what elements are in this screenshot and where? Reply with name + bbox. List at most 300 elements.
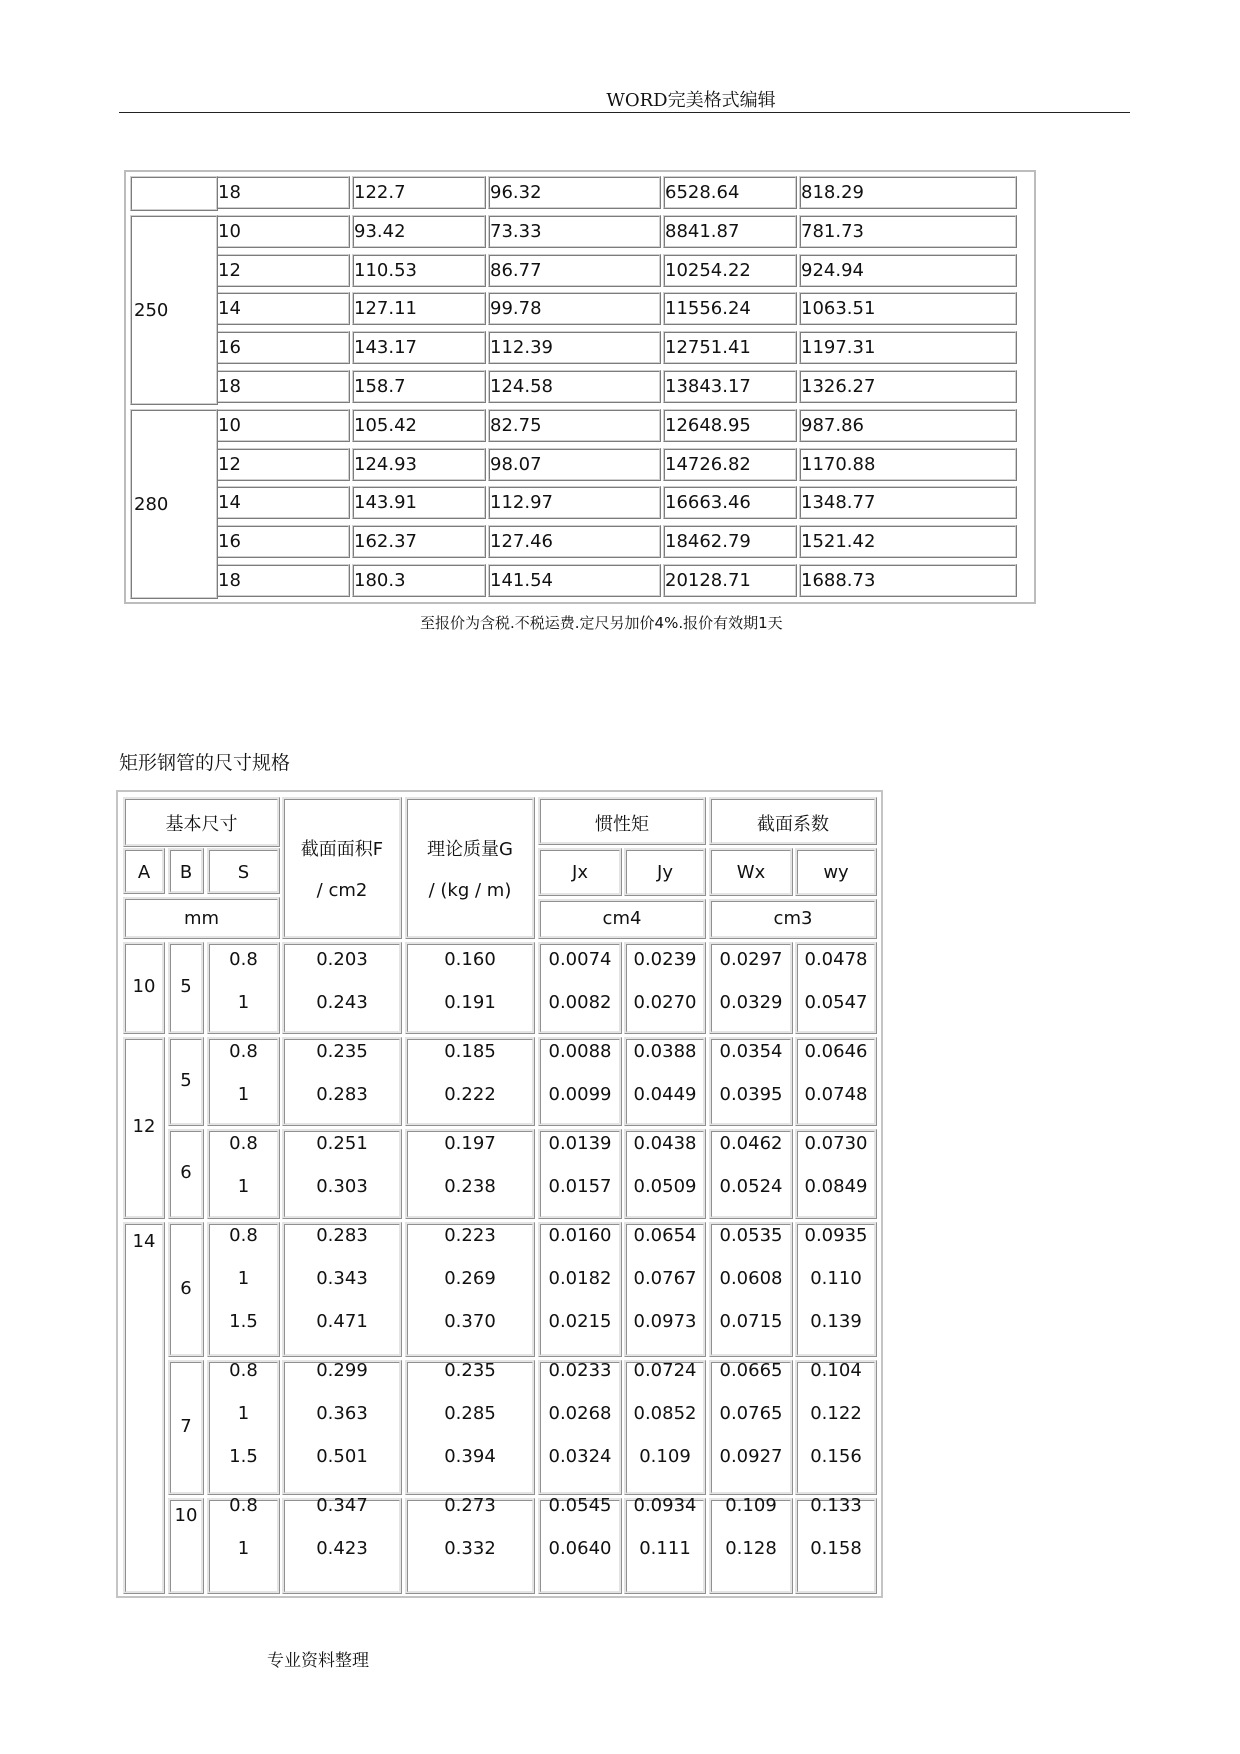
table-cell (216, 292, 350, 325)
price-table (124, 170, 1036, 604)
table-cell (352, 564, 486, 597)
value-s: 0.8 (229, 1225, 258, 1246)
table-cell-text: 12648.95 (665, 414, 751, 436)
value-wx: 0.0524 (719, 1176, 783, 1197)
value-g: 0.191 (444, 992, 496, 1013)
table-cell-text: 86.77 (490, 259, 542, 281)
table-cell-text: 82.75 (490, 414, 542, 436)
header-col-jx (538, 848, 622, 896)
table-cell (488, 409, 661, 442)
value-s: 0.8 (229, 1041, 258, 1062)
table-cell (663, 331, 797, 364)
table-cell-text: 16663.46 (665, 492, 751, 514)
group-cell (130, 215, 218, 405)
value-wy: 0.0478 (804, 949, 868, 970)
table-cell (216, 370, 350, 403)
header-col-s-label: S (237, 862, 250, 883)
b-value: 6 (180, 1278, 192, 1299)
group-cell (130, 176, 218, 211)
value-s: 0.8 (229, 1360, 258, 1381)
table-cell (663, 448, 797, 481)
group-label: 250 (134, 299, 169, 321)
value-cell (538, 1037, 622, 1126)
value-cell (624, 1222, 706, 1357)
value-wx: 0.0765 (719, 1403, 783, 1424)
table-cell (663, 215, 797, 248)
table-cell-text: 781.73 (801, 220, 864, 242)
group-cell (130, 409, 218, 599)
table-row (126, 486, 1034, 521)
a-cell (123, 942, 165, 1034)
value-wx: 0.0715 (719, 1311, 783, 1332)
table-row (126, 564, 1034, 599)
value-wy: 0.110 (810, 1268, 862, 1289)
value-cell (538, 1129, 622, 1219)
value-wy: 0.156 (810, 1446, 862, 1467)
value-cell (624, 1037, 706, 1126)
table-cell-text: 18 (218, 182, 241, 203)
table-row (126, 370, 1034, 405)
table-cell-text: 112.97 (490, 492, 553, 514)
value-g: 0.197 (444, 1133, 496, 1154)
value-cell (405, 1037, 535, 1126)
value-jx: 0.0215 (548, 1311, 612, 1332)
header-unit-mm-label: mm (183, 908, 220, 929)
table-cell-text: 13843.17 (665, 376, 751, 397)
value-jy: 0.0270 (633, 992, 697, 1013)
table-cell (352, 254, 486, 287)
value-cell (207, 1222, 280, 1357)
value-jy: 0.0852 (633, 1403, 697, 1424)
value-g: 0.269 (444, 1268, 496, 1289)
b-cell (168, 1222, 204, 1357)
table-cell-text: 105.42 (354, 414, 417, 436)
table-cell-text: 20128.71 (665, 570, 751, 591)
value-cell (207, 1495, 280, 1594)
table-cell-text: 124.58 (490, 376, 553, 397)
header-unit-cm3 (709, 899, 877, 939)
header-unit-cm4 (538, 899, 706, 939)
table-cell-text: 1170.88 (801, 453, 876, 475)
table-cell (352, 409, 486, 442)
value-cell (207, 1360, 280, 1495)
table-cell-text: 141.54 (490, 570, 553, 591)
value-wx: 0.0354 (719, 1041, 783, 1062)
value-wy: 0.133 (810, 1495, 862, 1516)
value-wx: 0.0462 (719, 1133, 783, 1154)
value-wx: 0.0395 (719, 1084, 783, 1105)
value-jx: 0.0160 (548, 1225, 612, 1246)
table-cell (799, 486, 1017, 519)
table-cell-text: 110.53 (354, 259, 417, 281)
header-inertia-label: 惯性矩 (595, 814, 649, 835)
table-cell-text: 18462.79 (665, 531, 751, 553)
value-s: 1 (237, 992, 250, 1013)
table-cell-text: 14 (218, 298, 241, 320)
value-cell (624, 1129, 706, 1219)
value-f: 0.283 (316, 1225, 368, 1246)
value-s: 0.8 (229, 1495, 258, 1516)
table-cell-text: 16 (218, 337, 241, 359)
value-f: 0.243 (316, 992, 368, 1013)
value-s: 1 (237, 1538, 250, 1559)
a-value: 12 (132, 1116, 156, 1137)
table-cell (352, 370, 486, 403)
value-wx: 0.0297 (719, 949, 783, 970)
b-cell (168, 1360, 204, 1495)
table-cell-text: 93.42 (354, 220, 406, 242)
table-cell-text: 99.78 (490, 298, 542, 320)
table-cell (352, 525, 486, 558)
group-label: 280 (134, 493, 169, 515)
value-g: 0.273 (444, 1495, 496, 1516)
value-jy: 0.0973 (633, 1311, 697, 1332)
value-g: 0.185 (444, 1041, 496, 1062)
value-cell (405, 1129, 535, 1219)
value-f: 0.303 (316, 1176, 368, 1197)
header-col-wy-label: wy (823, 862, 849, 883)
header-col-wy (795, 848, 877, 896)
table-cell (488, 331, 661, 364)
b-value: 5 (180, 1070, 192, 1091)
table-cell-text: 18 (218, 376, 241, 397)
value-cell (282, 1037, 402, 1126)
value-s: 1 (237, 1268, 250, 1289)
header-basic-size-label: 基本尺寸 (165, 814, 238, 835)
value-cell (538, 942, 622, 1034)
table-cell-text: 10254.22 (665, 259, 751, 281)
table-cell (663, 486, 797, 519)
table-row (126, 292, 1034, 327)
value-cell (624, 942, 706, 1034)
table-cell (488, 448, 661, 481)
table-row (126, 409, 1034, 444)
value-cell (795, 1222, 877, 1357)
table-cell (488, 176, 661, 209)
value-jx: 0.0545 (548, 1495, 612, 1516)
value-s: 1 (237, 1403, 250, 1424)
table-cell (663, 409, 797, 442)
value-wy: 0.122 (810, 1403, 862, 1424)
header-col-jy-label: Jy (657, 862, 673, 883)
table-cell (799, 564, 1017, 597)
value-cell (282, 1222, 402, 1357)
table-cell-text: 12751.41 (665, 337, 751, 359)
b-value: 7 (180, 1416, 192, 1437)
value-jx: 0.0074 (548, 949, 612, 970)
table-cell (663, 564, 797, 597)
value-f: 0.347 (316, 1495, 368, 1516)
value-jx: 0.0099 (548, 1084, 612, 1105)
value-g: 0.332 (444, 1538, 496, 1559)
header-col-a-label: A (137, 862, 151, 883)
table-cell-text: 127.11 (354, 298, 417, 320)
value-jy: 0.0239 (633, 949, 697, 970)
value-f: 0.235 (316, 1041, 368, 1062)
value-cell (405, 1222, 535, 1357)
table-cell (488, 525, 661, 558)
value-jx: 0.0268 (548, 1403, 612, 1424)
value-cell (624, 1495, 706, 1594)
value-g: 0.238 (444, 1176, 496, 1197)
table-cell (216, 525, 350, 558)
value-s: 0.8 (229, 949, 258, 970)
value-cell (709, 1037, 793, 1126)
table-cell (799, 525, 1017, 558)
value-g: 0.222 (444, 1084, 496, 1105)
table-cell-text: 14 (218, 492, 241, 514)
table-cell-text: 112.39 (490, 337, 553, 359)
value-cell (795, 1495, 877, 1594)
header-area (282, 797, 402, 939)
value-cell (207, 1129, 280, 1219)
header-area-line2: / cm2 (316, 880, 368, 901)
table-cell (216, 448, 350, 481)
value-wx: 0.0535 (719, 1225, 783, 1246)
value-jy: 0.0509 (633, 1176, 697, 1197)
table-cell (799, 448, 1017, 481)
value-wy: 0.0849 (804, 1176, 868, 1197)
table-cell-text: 98.07 (490, 453, 542, 475)
value-jy: 0.0654 (633, 1225, 697, 1246)
value-wy: 0.139 (810, 1311, 862, 1332)
table-cell-text: 1688.73 (801, 570, 876, 591)
header-unit-cm4-label: cm4 (602, 908, 642, 929)
value-cell (538, 1360, 622, 1495)
table-cell (216, 215, 350, 248)
page-footer: 专业资料整理 (267, 1651, 369, 1671)
value-f: 0.363 (316, 1403, 368, 1424)
header-unit-cm3-label: cm3 (773, 908, 813, 929)
value-g: 0.285 (444, 1403, 496, 1424)
value-cell (709, 1129, 793, 1219)
value-jy: 0.0388 (633, 1041, 697, 1062)
table-cell-text: 924.94 (801, 259, 864, 281)
table-cell (799, 292, 1017, 325)
table-cell (799, 370, 1017, 403)
header-col-jx-label: Jx (572, 862, 588, 883)
table-cell (799, 331, 1017, 364)
value-wx: 0.0329 (719, 992, 783, 1013)
value-jx: 0.0157 (548, 1176, 612, 1197)
value-cell (795, 1360, 877, 1495)
value-jx: 0.0139 (548, 1133, 612, 1154)
header-inertia (538, 797, 706, 845)
table-cell (799, 254, 1017, 287)
table-cell (352, 448, 486, 481)
table-row (126, 254, 1034, 289)
table-cell (663, 176, 797, 209)
b-value: 10 (174, 1505, 198, 1526)
value-cell (538, 1222, 622, 1357)
table-cell (488, 370, 661, 403)
table-row (126, 215, 1034, 250)
value-wy: 0.0547 (804, 992, 868, 1013)
value-cell (795, 1037, 877, 1126)
value-cell (709, 1360, 793, 1495)
table-cell-text: 818.29 (801, 182, 864, 203)
table-cell-text: 96.32 (490, 182, 542, 203)
table-cell (216, 254, 350, 287)
value-g: 0.160 (444, 949, 496, 970)
b-cell (168, 1498, 204, 1594)
value-jx: 0.0640 (548, 1538, 612, 1559)
table-cell-text: 1521.42 (801, 531, 876, 553)
value-cell (405, 942, 535, 1034)
value-wx: 0.0665 (719, 1360, 783, 1381)
value-wx: 0.0608 (719, 1268, 783, 1289)
table-cell-text: 180.3 (354, 570, 406, 591)
a-cell (123, 1037, 165, 1219)
table-cell-text: 158.7 (354, 376, 406, 397)
value-f: 0.423 (316, 1538, 368, 1559)
table-cell-text: 6528.64 (665, 182, 740, 203)
table-cell (216, 331, 350, 364)
table-cell (352, 176, 486, 209)
header-col-jy (624, 848, 706, 896)
value-f: 0.343 (316, 1268, 368, 1289)
table-cell (216, 564, 350, 597)
price-note: 至报价为含税.不税运费.定尺另加价4%.报价有效期1天 (420, 614, 783, 632)
a-value: 14 (132, 1231, 156, 1252)
rect-tube-spec-table (116, 790, 883, 1598)
value-jy: 0.111 (639, 1538, 691, 1559)
value-f: 0.203 (316, 949, 368, 970)
value-wy: 0.158 (810, 1538, 862, 1559)
value-jx: 0.0088 (548, 1041, 612, 1062)
value-s: 0.8 (229, 1133, 258, 1154)
value-wx: 0.0927 (719, 1446, 783, 1467)
value-cell (282, 1495, 402, 1594)
value-cell (795, 942, 877, 1034)
value-g: 0.235 (444, 1360, 496, 1381)
table-cell (799, 409, 1017, 442)
a-value: 10 (132, 976, 156, 997)
value-s: 1 (237, 1084, 250, 1105)
table-cell-text: 10 (218, 414, 241, 436)
table-cell-text: 8841.87 (665, 220, 740, 242)
header-divider (119, 112, 1130, 113)
value-s: 1.5 (229, 1446, 258, 1467)
value-wy: 0.0646 (804, 1041, 868, 1062)
value-wx: 0.128 (725, 1538, 777, 1559)
value-f: 0.283 (316, 1084, 368, 1105)
table-cell-text: 1348.77 (801, 492, 876, 514)
table-row (126, 176, 1034, 211)
table-cell-text: 1063.51 (801, 298, 876, 320)
value-jy: 0.0449 (633, 1084, 697, 1105)
header-unit-mm (123, 897, 280, 939)
table-cell (488, 215, 661, 248)
table-cell (488, 254, 661, 287)
table-cell-text: 14726.82 (665, 453, 751, 475)
section-title: 矩形钢管的尺寸规格 (119, 752, 291, 774)
value-jy: 0.0724 (633, 1360, 697, 1381)
value-cell (207, 942, 280, 1034)
table-cell-text: 16 (218, 531, 241, 553)
table-cell-text: 18 (218, 570, 241, 591)
table-cell-text: 12 (218, 453, 241, 475)
value-cell (405, 1360, 535, 1495)
value-cell (624, 1360, 706, 1495)
table-cell (216, 409, 350, 442)
header-mass (405, 797, 535, 939)
value-jy: 0.0438 (633, 1133, 697, 1154)
value-wy: 0.0748 (804, 1084, 868, 1105)
b-value: 5 (180, 976, 192, 997)
value-wy: 0.104 (810, 1360, 862, 1381)
table-cell (352, 331, 486, 364)
table-cell (663, 292, 797, 325)
table-cell-text: 12 (218, 259, 241, 281)
table-cell-text: 162.37 (354, 531, 417, 553)
value-g: 0.370 (444, 1311, 496, 1332)
value-jx: 0.0182 (548, 1268, 612, 1289)
header-col-wx (709, 848, 793, 896)
page-header: WORD完美格式编辑 (606, 90, 776, 111)
header-col-b (168, 848, 204, 894)
value-g: 0.223 (444, 1225, 496, 1246)
value-cell (709, 942, 793, 1034)
value-jx: 0.0082 (548, 992, 612, 1013)
header-col-s (207, 848, 280, 894)
value-cell (405, 1495, 535, 1594)
table-row (126, 448, 1034, 483)
b-value: 6 (180, 1162, 192, 1183)
table-cell-text: 143.91 (354, 492, 417, 514)
value-cell (709, 1222, 793, 1357)
table-cell (663, 254, 797, 287)
value-cell (282, 1129, 402, 1219)
table-cell (216, 176, 350, 209)
table-cell (488, 564, 661, 597)
value-jx: 0.0324 (548, 1446, 612, 1467)
value-cell (207, 1037, 280, 1126)
table-cell-text: 73.33 (490, 220, 542, 242)
value-g: 0.394 (444, 1446, 496, 1467)
value-wy: 0.0730 (804, 1133, 868, 1154)
a-cell (123, 1222, 165, 1594)
header-mass-line2: / (kg / m) (428, 880, 512, 901)
value-f: 0.299 (316, 1360, 368, 1381)
header-basic-size (123, 797, 280, 847)
table-cell-text: 143.17 (354, 337, 417, 359)
table-cell (799, 176, 1017, 209)
value-wx: 0.109 (725, 1495, 777, 1516)
header-col-a (123, 848, 165, 894)
table-cell (663, 525, 797, 558)
value-jy: 0.0767 (633, 1268, 697, 1289)
table-cell-text: 11556.24 (665, 298, 751, 320)
value-s: 1 (237, 1176, 250, 1197)
value-f: 0.251 (316, 1133, 368, 1154)
b-cell (168, 1129, 204, 1219)
value-cell (538, 1495, 622, 1594)
table-row (126, 331, 1034, 366)
value-cell (795, 1129, 877, 1219)
value-wy: 0.0935 (804, 1225, 868, 1246)
table-cell (488, 292, 661, 325)
table-cell (799, 215, 1017, 248)
table-row (126, 525, 1034, 560)
header-col-b-label: B (179, 862, 193, 883)
table-cell (352, 215, 486, 248)
value-cell (282, 942, 402, 1034)
header-modulus (709, 797, 877, 845)
table-cell-text: 987.86 (801, 414, 864, 436)
header-mass-line1: 理论质量G (427, 839, 513, 860)
table-cell-text: 124.93 (354, 453, 417, 475)
